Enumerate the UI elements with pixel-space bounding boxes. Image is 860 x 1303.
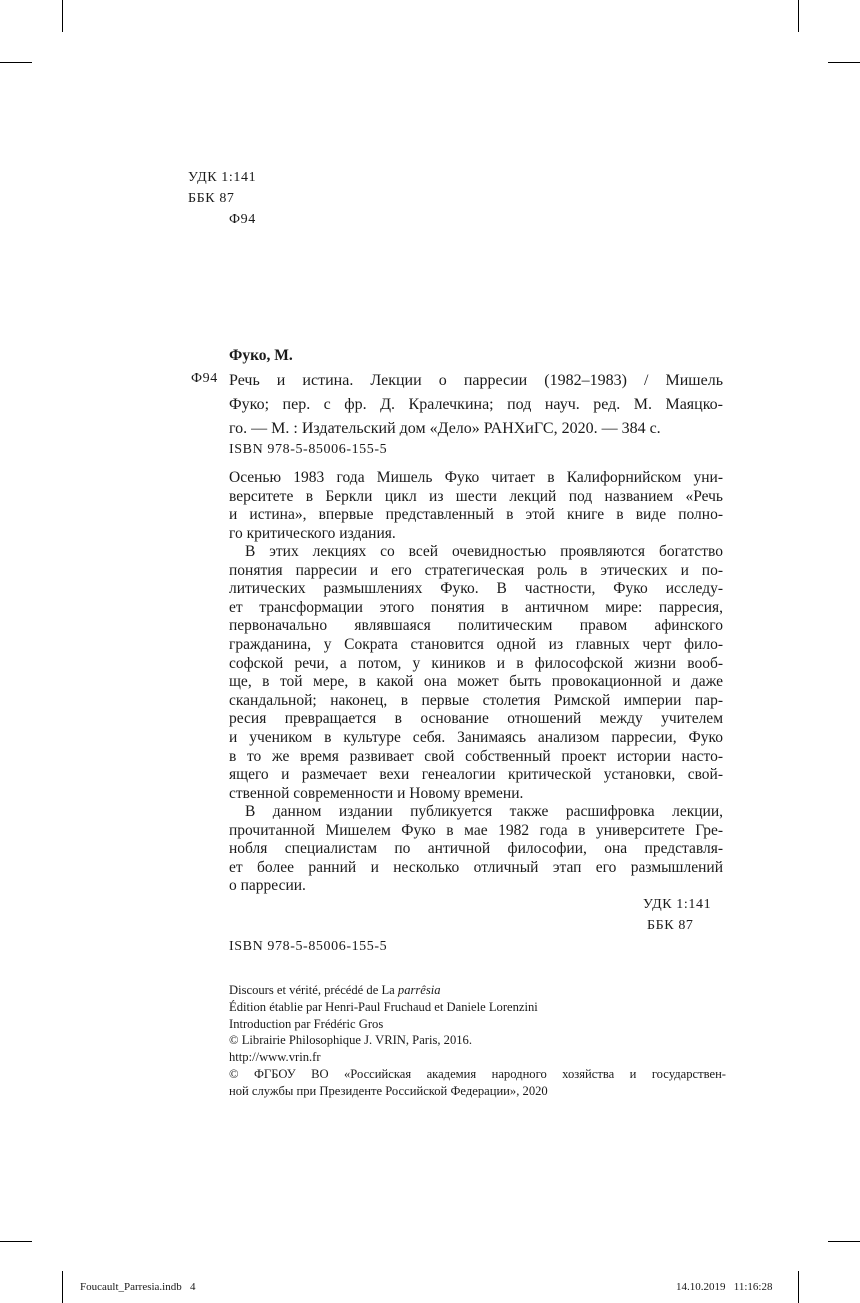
author-sign: Ф94 xyxy=(229,212,256,227)
udk-code: 1:141 xyxy=(221,170,257,185)
crop-mark xyxy=(0,1241,32,1242)
annotation-line: и истина», впервые представленный в этой книге в виде полно- xyxy=(229,506,723,524)
publisher-url[interactable]: http://www.vrin.fr xyxy=(229,1050,321,1065)
annotation-line: понятия парресии и его стратегическая роль в этических и по- xyxy=(229,561,723,579)
annotation-line: о парресии. xyxy=(229,877,306,895)
crop-mark xyxy=(62,1271,63,1303)
annotation-line: ственной современности и Новому времени. xyxy=(229,784,524,802)
slug-filename: Foucault_Parresia.indb 4 xyxy=(80,1281,196,1293)
header-classification xyxy=(188,167,256,230)
author-heading: Фуко, М. xyxy=(229,347,293,364)
annotation-line: ще, в той мере, в какой она может быть провокационной и даже xyxy=(229,673,723,691)
copyright-block xyxy=(229,982,726,1100)
annotation-line: ет более ранний и несколько отличный этап его размышлений xyxy=(229,858,723,876)
isbn-catalog: ISBN 978-5-85006-155-5 xyxy=(229,442,388,457)
crop-mark xyxy=(798,0,799,32)
catalog-author-sign: Ф94 xyxy=(191,371,218,386)
slug-datetime: 14.10.2019 11:16:28 xyxy=(676,1281,773,1293)
annotation-paragraph xyxy=(229,543,723,803)
description-line: Речь и истина. Лекции о парресии (1982–1983) / Мишель xyxy=(229,372,723,389)
description-line: го. — М. : Издательский дом «Дело» РАНХиГС, 2020. — 384 с. xyxy=(229,420,661,437)
annotation-line: первоначально являвшаяся политическим правом афинского xyxy=(229,617,723,635)
annotation-line: и учеником в культуре себя. Занимаясь анализом парресии, Фуко xyxy=(229,728,723,746)
annotation-paragraph xyxy=(229,803,723,896)
description-line: Фуко; пер. с фр. Д. Кралечкина; под науч. ред. М. Маяцко- xyxy=(229,396,723,413)
annotation-line: в то же время развивает свой собственный проект истории насто- xyxy=(229,747,723,765)
udk-bottom: УДК 1:141 xyxy=(643,897,712,912)
bbk-bottom: ББК 87 xyxy=(647,918,694,933)
annotation-line: верситете в Беркли цикл из шести лекций под названием «Речь xyxy=(229,487,723,505)
annotation-line: скандальной; наконец, в первые столетия Римской империи пар- xyxy=(229,691,723,709)
bibliographic-description xyxy=(229,369,723,441)
annotation-line: В этих лекциях со всей очевидностью проявляются богатство xyxy=(245,543,723,560)
udk-line xyxy=(188,167,256,188)
bbk-line xyxy=(188,188,256,209)
author-sign-line xyxy=(188,209,256,230)
annotation-line: прочитанной Мишелем Фуко в мае 1982 года в университете Гре- xyxy=(229,821,723,839)
annotation-paragraph xyxy=(229,469,723,543)
annotation-line: го критического издания. xyxy=(229,524,396,542)
crop-mark xyxy=(828,62,860,63)
annotation-line: В данном издании публикуется также расшифровка лекции, xyxy=(245,803,723,820)
annotation-line: нобля специалистам по античной философии, она представля- xyxy=(229,840,723,858)
original-title-italic: parrêsia xyxy=(397,983,441,997)
annotation-line: гражданина, у Сократа становится одной из главных черт фило- xyxy=(229,635,723,653)
annotation-line: софской речи, а потом, у киников и в философской жизни вооб- xyxy=(229,654,723,672)
crop-mark xyxy=(0,62,32,63)
annotation-line: ресия превращается в основание отношений между учителем xyxy=(229,710,723,728)
annotation-line: литических размышлениях Фуко. В частности, Фуко исследу- xyxy=(229,580,723,598)
ranepa-copyright-line: ной службы при Президенте Российской Федерации», 2020 xyxy=(229,1083,548,1098)
bbk-label: ББК xyxy=(188,191,216,206)
annotation-line: Осенью 1983 года Мишель Фуко читает в Калифорнийском уни- xyxy=(229,469,723,486)
udk-label: УДК xyxy=(188,170,218,185)
edition-line: Édition établie par Henri-Paul Fruchaud et Daniele Lorenzini xyxy=(229,999,538,1014)
bbk-code: 87 xyxy=(219,191,235,206)
crop-mark xyxy=(828,1241,860,1242)
introduction-line: Introduction par Frédéric Gros xyxy=(229,1016,384,1031)
publisher-copyright-line: © Librairie Philosophique J. VRIN, Paris, 2016. xyxy=(229,1033,473,1048)
original-title-line xyxy=(229,982,726,999)
isbn-bottom: ISBN 978-5-85006-155-5 xyxy=(229,939,388,954)
bottom-classification xyxy=(643,894,711,936)
ranepa-copyright-line: © ФГБОУ ВО «Российская академия народного хозяйства и государствен- xyxy=(229,1066,726,1081)
crop-mark xyxy=(798,1271,799,1303)
annotation-line: ет трансформации этого понятия в античном мире: парресия, xyxy=(229,598,723,616)
crop-mark xyxy=(62,0,63,32)
annotation-line: ящего и размечает вехи генеалогии критической установки, свой- xyxy=(229,766,723,784)
original-title-prefix: Discours et vérité, précédé de La xyxy=(229,983,398,997)
